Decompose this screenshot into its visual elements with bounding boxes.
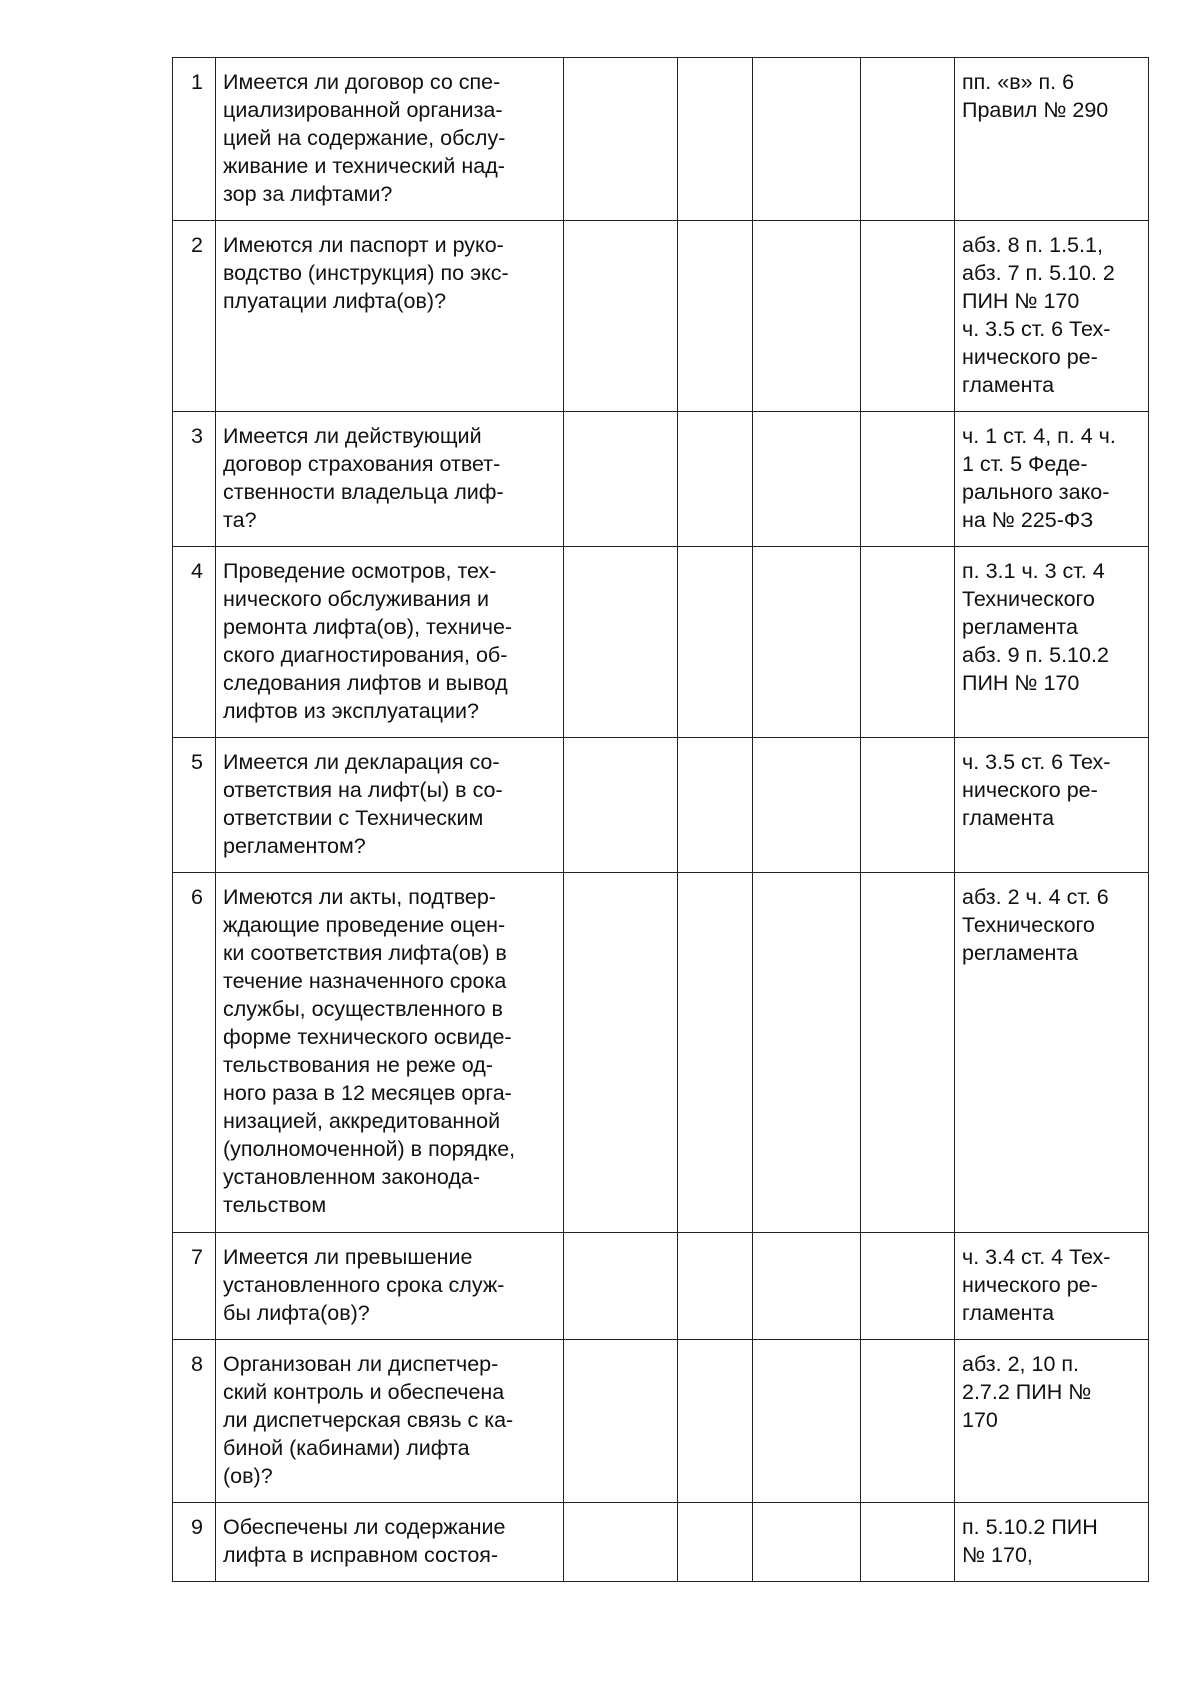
reference-cell: абз. 2, 10 п. 2.7.2 ПИН № 170: [955, 1340, 1149, 1503]
checklist-table: [172, 57, 1149, 1582]
answer-yes-cell: [564, 58, 678, 221]
answer-no-cell: [678, 1340, 753, 1503]
row-number: 1: [173, 58, 216, 221]
answer-no-cell: [678, 547, 753, 738]
answer-na-cell: [753, 1233, 861, 1340]
answer-yes-cell: [564, 547, 678, 738]
question-cell: Имеется ли действующий договор страхования ответ- ственности владельца лиф- та?: [216, 412, 564, 547]
answer-na-cell: [753, 1503, 861, 1582]
comment-cell: [861, 1503, 955, 1582]
answer-no-cell: [678, 221, 753, 412]
row-number: 9: [173, 1503, 216, 1582]
comment-cell: [861, 1340, 955, 1503]
comment-cell: [861, 221, 955, 412]
answer-no-cell: [678, 1503, 753, 1582]
reference-cell: абз. 2 ч. 4 ст. 6 Технического регламента: [955, 873, 1149, 1233]
answer-no-cell: [678, 58, 753, 221]
answer-na-cell: [753, 738, 861, 873]
reference-cell: пп. «в» п. 6 Правил № 290: [955, 58, 1149, 221]
question-cell: Имеется ли декларация со- ответствия на лифт(ы) в со- ответствии с Техническим регламентом?: [216, 738, 564, 873]
row-number: 4: [173, 547, 216, 738]
table-row: [173, 873, 1149, 1233]
answer-yes-cell: [564, 1340, 678, 1503]
question-cell: Имеются ли паспорт и руко- водство (инструкция) по экс- плуатации лифта(ов)?: [216, 221, 564, 412]
question-cell: Обеспечены ли содержание лифта в исправном состоя-: [216, 1503, 564, 1582]
answer-no-cell: [678, 873, 753, 1233]
table-row: [173, 1340, 1149, 1503]
row-number: 8: [173, 1340, 216, 1503]
table-row: [173, 738, 1149, 873]
question-cell: Имеется ли превышение установленного срока служ- бы лифта(ов)?: [216, 1233, 564, 1340]
table-row: [173, 547, 1149, 738]
answer-yes-cell: [564, 412, 678, 547]
reference-cell: ч. 1 ст. 4, п. 4 ч. 1 ст. 5 Феде- рального зако- на № 225-ФЗ: [955, 412, 1149, 547]
question-cell: Организован ли диспетчер- ский контроль и обеспечена ли диспетчерская связь с ка- биной (кабинами) лифта (ов)?: [216, 1340, 564, 1503]
answer-na-cell: [753, 1340, 861, 1503]
answer-yes-cell: [564, 221, 678, 412]
comment-cell: [861, 738, 955, 873]
reference-cell: ч. 3.4 ст. 4 Тех- нического ре- гламента: [955, 1233, 1149, 1340]
table-row: [173, 1503, 1149, 1582]
reference-cell: п. 5.10.2 ПИН № 170,: [955, 1503, 1149, 1582]
answer-na-cell: [753, 412, 861, 547]
answer-na-cell: [753, 221, 861, 412]
reference-cell: абз. 8 п. 1.5.1, абз. 7 п. 5.10. 2 ПИН № 170 ч. 3.5 ст. 6 Тех- нического ре- гламента: [955, 221, 1149, 412]
comment-cell: [861, 1233, 955, 1340]
answer-yes-cell: [564, 1503, 678, 1582]
comment-cell: [861, 58, 955, 221]
reference-cell: ч. 3.5 ст. 6 Тех- нического ре- гламента: [955, 738, 1149, 873]
row-number: 5: [173, 738, 216, 873]
answer-no-cell: [678, 412, 753, 547]
answer-na-cell: [753, 547, 861, 738]
comment-cell: [861, 412, 955, 547]
row-number: 7: [173, 1233, 216, 1340]
answer-yes-cell: [564, 1233, 678, 1340]
question-cell: Проведение осмотров, тех- нического обслуживания и ремонта лифта(ов), техниче- ского диагностирования, об- следования лифтов и вывод лифтов из эксплуатации?: [216, 547, 564, 738]
answer-na-cell: [753, 58, 861, 221]
table-row: [173, 412, 1149, 547]
answer-no-cell: [678, 738, 753, 873]
question-cell: Имеются ли акты, подтвер- ждающие проведение оцен- ки соответствия лифта(ов) в течение назначенного срока службы, осуществленного в форме технического освиде- тельствования не реже од- ного раза в 12 месяцев орга- низацией, аккредитованной (уполномоченной) в порядке, установленном законода- тельством: [216, 873, 564, 1233]
row-number: 3: [173, 412, 216, 547]
table-row: [173, 221, 1149, 412]
table-row: [173, 58, 1149, 221]
answer-yes-cell: [564, 873, 678, 1233]
row-number: 6: [173, 873, 216, 1233]
answer-yes-cell: [564, 738, 678, 873]
comment-cell: [861, 873, 955, 1233]
question-cell: Имеется ли договор со спе- циализированной организа- цией на содержание, обслу- живание и технический над- зор за лифтами?: [216, 58, 564, 221]
row-number: 2: [173, 221, 216, 412]
answer-no-cell: [678, 1233, 753, 1340]
reference-cell: п. 3.1 ч. 3 ст. 4 Технического регламента абз. 9 п. 5.10.2 ПИН № 170: [955, 547, 1149, 738]
table-row: [173, 1233, 1149, 1340]
answer-na-cell: [753, 873, 861, 1233]
comment-cell: [861, 547, 955, 738]
